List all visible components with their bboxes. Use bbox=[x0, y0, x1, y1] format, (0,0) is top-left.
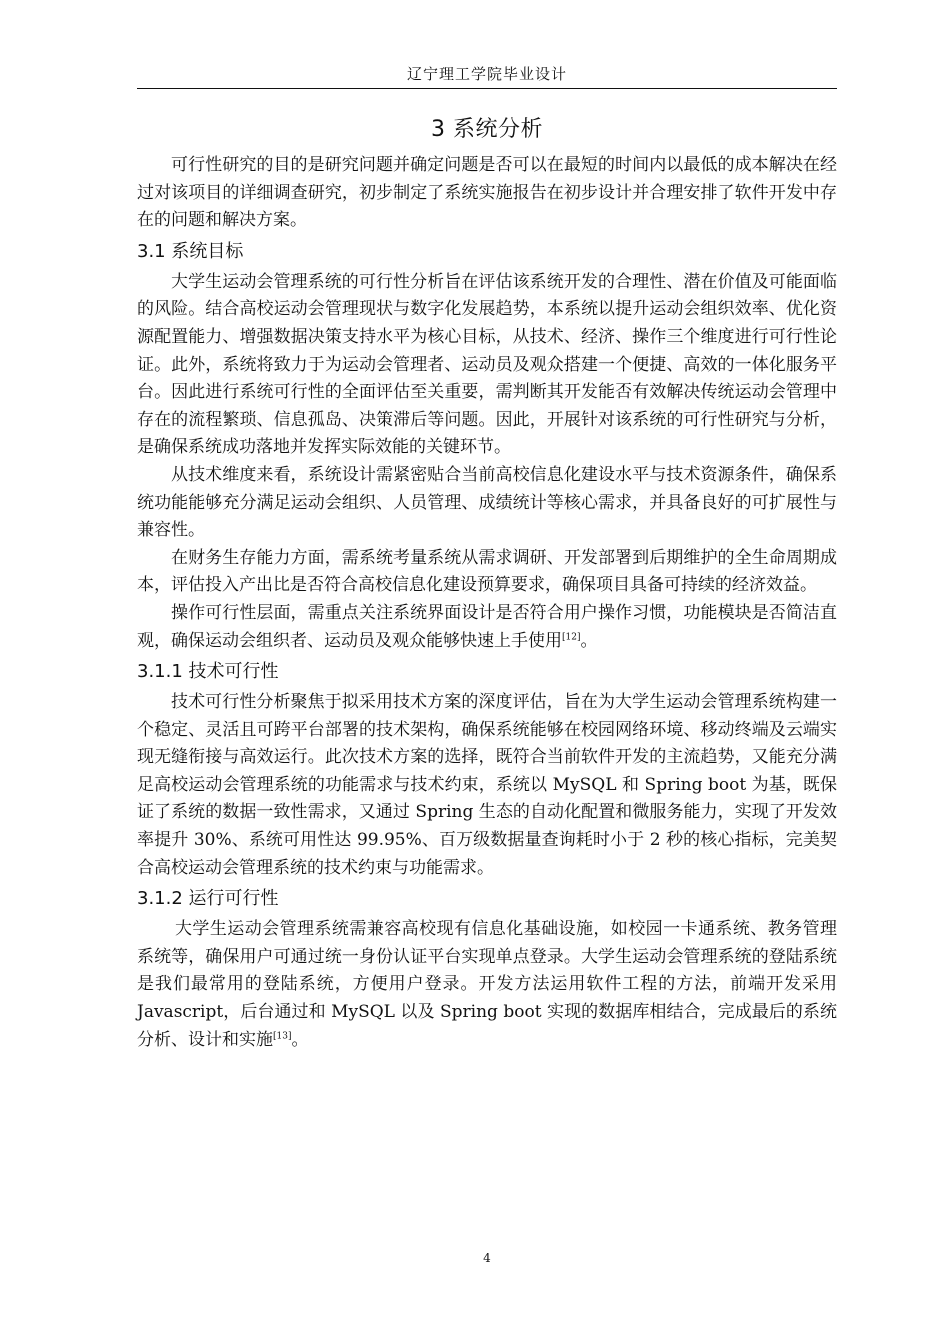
header-rule bbox=[137, 88, 837, 89]
paragraph-financial-viability: 在财务生存能力方面，需系统考量系统从需求调研、开发部署到后期维护的全生命周期成本，评估投入产出比是否符合高校信息化建设预算要求，确保项目具备可持续的经济效益。 bbox=[137, 547, 837, 596]
paragraph-system-goals: 大学生运动会管理系统的可行性分析旨在评估该系统开发的合理性、潜在价值及可能面临的风险。结合高校运动会管理现状与数字化发展趋势，本系统以提升运动会组织效率、优化资源配置能力、增强数据决策支持水平为核心目标，从技术、经济、操作三个维度进行可行性论证。此外，系统将致力于为运动会管理者、运动员及观众搭建一个便捷、高效的一体化服务平台。因此进行系统可行性的全面评估至关重要，需判断其开发能否有效解决传统运动会管理中存在的流程繁琐、信息孤岛、决策滞后等问题。因此，开展针对该系统的可行性研究与分析，是确保系统成功落地并发挥实际效能的关键环节。 bbox=[137, 271, 837, 458]
paragraph-text: 大学生运动会管理系统需兼容高校现有信息化基础设施，如校园一卡通系统、教务管理系统等，确保用户可通过统一身份认证平台实现单点登录。大学生运动会管理系统的登陆系统是我们最常用的登陆系统，方便用户登录。开发方法运用软件工程的方法，前端开发采用 Javascript，后台通过和 MySQL 以及 Spring boot 实现的数据库相结合，完成最后的系统分析、设计和实施 bbox=[137, 919, 837, 1050]
page-number: 4 bbox=[483, 1251, 491, 1265]
paragraph-tail: 。 bbox=[580, 630, 598, 651]
page-body bbox=[137, 108, 837, 1054]
paragraph-technical-dimension: 从技术维度来看，系统设计需紧密贴合当前高校信息化建设水平与技术资源条件，确保系统功能能够充分满足运动会组织、人员管理、成绩统计等核心需求，并具备良好的可扩展性与兼容性。 bbox=[137, 464, 837, 541]
running-header: 辽宁理工学院毕业设计 bbox=[406, 65, 567, 83]
chapter-title: 3 系统分析 bbox=[431, 117, 543, 142]
section-heading-3-1-2: 3.1.2 运行可行性 bbox=[137, 888, 279, 910]
paragraph-tail: 。 bbox=[291, 1029, 309, 1050]
section-heading-3-1: 3.1 系统目标 bbox=[137, 240, 244, 262]
section-heading-3-1-1: 3.1.1 技术可行性 bbox=[137, 661, 279, 683]
chapter-intro-paragraph: 可行性研究的目的是研究问题并确定问题是否可以在最短的时间内以最低的成本解决在经过对该项目的详细调查研究，初步制定了系统实施报告在初步设计并合理安排了软件开发中存在的问题和解决方案。 bbox=[137, 155, 837, 231]
citation-12: [12] bbox=[562, 631, 581, 642]
citation-13: [13] bbox=[273, 1030, 292, 1041]
paragraph-runtime-feasibility bbox=[137, 916, 837, 1054]
paragraph-text: 操作可行性层面，需重点关注系统界面设计是否符合用户操作习惯，功能模块是否简洁直观，确保运动会组织者、运动员及观众能够快速上手使用 bbox=[137, 602, 837, 651]
paragraph-operational-feasibility bbox=[137, 600, 837, 655]
paragraph-technical-feasibility: 技术可行性分析聚焦于拟采用技术方案的深度评估，旨在为大学生运动会管理系统构建一个稳定、灵活且可跨平台部署的技术架构，确保系统能够在校园网络环境、移动终端及云端实现无缝衔接与高效运行。此次技术方案的选择，既符合当前软件开发的主流趋势，又能充分满足高校运动会管理系统的功能需求与技术约束，系统以 MySQL 和 Spring boot 为基，既保证了系统的数据一致性需求，又通过 Spring 生态的自动化配置和微服务能力，实现了开发效率提升 30%、系统可用性达 99.95%、百万级数据量查询耗时小于 2 秒的核心指标，完美契合高校运动会管理系统的技术约束与功能需求。 bbox=[137, 692, 837, 878]
